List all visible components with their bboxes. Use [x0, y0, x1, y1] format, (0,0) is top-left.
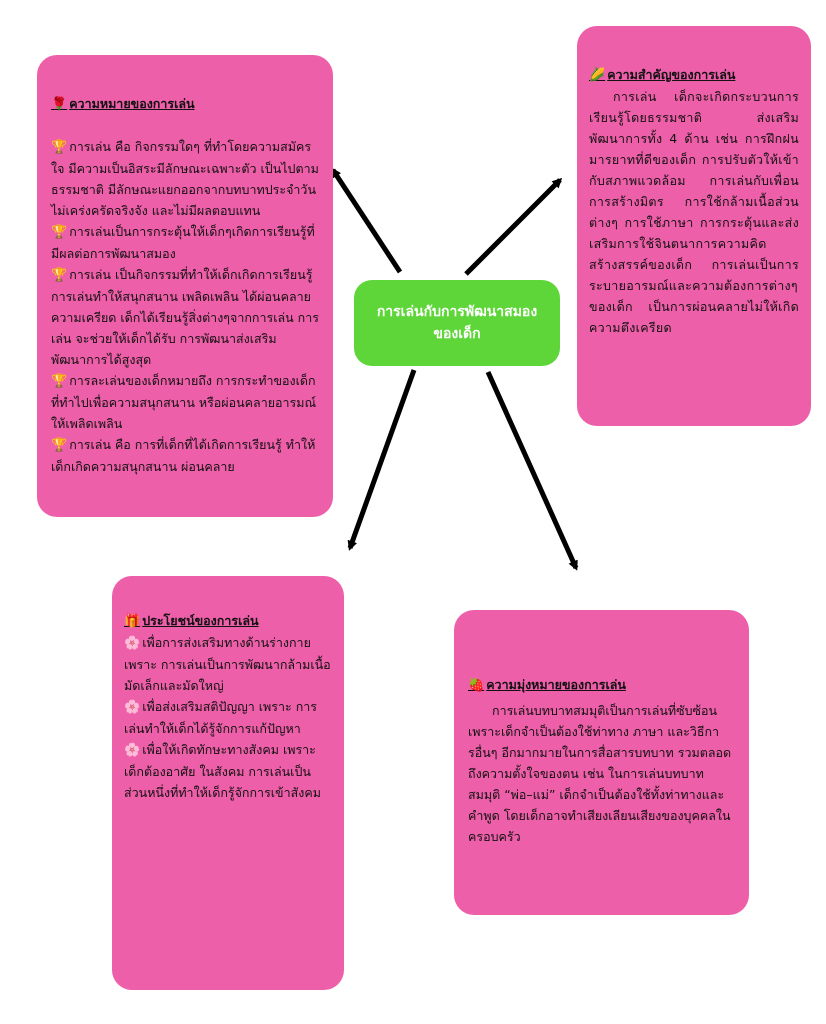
benefit-item	[124, 632, 332, 696]
purpose-card	[454, 610, 749, 915]
trophy-icon: 🏆	[51, 438, 68, 453]
meaning-item	[51, 221, 319, 264]
importance-card	[577, 26, 811, 426]
gift-icon: 🎁	[124, 614, 141, 629]
trophy-icon: 🏆	[51, 140, 68, 155]
arrow-to-meaning	[333, 170, 400, 272]
meaning-item	[51, 434, 319, 477]
meaning-item-text: การเล่นเป็นการกระตุ้นให้เด็กๆเกิดการเรียนรู้ที่มีผลต่อการพัฒนาสมอง	[51, 224, 315, 261]
rose-icon: 🌹	[51, 97, 68, 112]
trophy-icon: 🏆	[51, 268, 68, 283]
meaning-title-text: ความหมายของการเล่น	[69, 96, 195, 111]
corn-icon: 🌽	[589, 68, 606, 83]
arrow-to-importance	[466, 180, 560, 274]
benefit-title-text: ประโยชน์ของการเล่น	[142, 613, 259, 628]
purpose-title-text: ความมุ่งหมายของการเล่น	[486, 677, 626, 692]
benefit-title	[124, 610, 332, 632]
purpose-title	[468, 674, 735, 696]
trophy-icon: 🏆	[51, 374, 68, 389]
blossom-icon: 🌸	[124, 636, 141, 651]
meaning-item	[51, 264, 319, 370]
meaning-card	[37, 55, 333, 517]
arrow-to-benefit	[350, 370, 414, 548]
benefit-item	[124, 739, 332, 803]
meaning-item	[51, 136, 319, 221]
purpose-body: การเล่นบทบาทสมมุติเป็นการเล่นที่ซับซ้อน เพราะเด็กจำเป็นต้องใช้ท่าทาง ภาษา และวิธีการอื่นๆ อีกมากมายในการสื่อสารบทบาท รวมตลอดถึงความตั้งใจของตน เช่น ในการเล่นบทบาทสมมุติ “พ่อ–แม่” เด็กจำเป็นต้องใช้ทั้งท่าทางและคำพูด โดยเด็กอาจทำเสียงเลียนเสียงของบุคคลในครอบครัว	[468, 703, 732, 844]
blossom-icon: 🌸	[124, 743, 141, 758]
benefit-item-text: เพื่อให้เกิดทักษะทางสังคม เพราะ เด็กต้องอาศัย ในสังคม การเล่นเป็นส่วนหนึ่งที่ทำให้เด็กรู้จักการเข้าสังคม	[124, 742, 321, 800]
benefit-item-text: เพื่อส่งเสริมสติปัญญา เพราะ การเล่นทำให้เด็กได้รู้จักการแก้ปัญหา	[124, 699, 318, 736]
blossom-icon: 🌸	[124, 700, 141, 715]
importance-body: การเล่น เด็กจะเกิดกระบวนการเรียนรู้โดยธรรมชาติ ส่งเสริมพัฒนาการทั้ง 4 ด้าน เช่น การฝึกฝนมารยาทที่ดีของเด็ก การปรับตัวให้เข้ากับสภาพแวดล้อม การเล่นกับเพื่อน การสร้างมิตร การใช้กล้ามเนื้อส่วนต่างๆ การใช้ภาษา การกระตุ้นและส่งเสริมการใช้จินตนาการความคิดสร้างสรรค์ของเด็ก การเล่นเป็นการ ระบายอารมณ์และความต้องการต่างๆ ของเด็ก เป็นการผ่อนคลายไม่ให้เกิดความตึงเครียด	[589, 89, 799, 335]
meaning-item-text: การเล่น เป็นกิจกรรมที่ทำให้เด็กเกิดการเรียนรู้ การเล่นทำให้สนุกสนาน เพลิดเพลิน ได้ผ่อนคลายความเครียด เด็กได้เรียนรู้สิ่งต่างๆจากการเล่น การเล่น จะช่วยให้เด็กได้รับ การพัฒนาส่งเสริมพัฒนาการได้สูงสุด	[51, 267, 319, 367]
meaning-item-text: การเล่น คือ กิจกรรมใดๆ ที่ทำโดยความสมัครใจ มีความเป็นอิสระมีลักษณะเฉพาะตัว เป็นไปตามธรรมชาติ มีลักษณะแยกออกจากบทบาทประจำวันไม่เคร่งครัดจริงจัง และไม่มีผลตอบแทน	[51, 139, 319, 218]
meaning-item-text: การเล่น คือ การที่เด็กที่ได้เกิดการเรียนรู้ ทำให้เด็กเกิดความสนุกสนาน ผ่อนคลาย	[51, 437, 316, 474]
importance-title	[589, 64, 799, 86]
meaning-item-text: การละเล่นของเด็กหมายถึง การกระทำของเด็กที่ทำไปเพื่อความสนุกสนาน หรือผ่อนคลายอารมณ์ให้เพลิดเพลิน	[51, 373, 317, 431]
meaning-title	[51, 93, 319, 115]
benefit-item	[124, 696, 332, 739]
trophy-icon: 🏆	[51, 225, 68, 240]
importance-title-text: ความสำคัญของการเล่น	[607, 67, 736, 82]
benefit-item-text: เพื่อการส่งเสริมทางด้านร่างกาย เพราะ การเล่นเป็นการพัฒนากล้ามเนื้อมัดเล็กและมัดใหญ่	[124, 635, 331, 693]
arrow-to-purpose	[488, 372, 576, 568]
benefit-card	[112, 576, 344, 990]
strawberry-icon: 🍓	[468, 678, 485, 693]
meaning-item	[51, 370, 319, 434]
center-topic-node	[354, 280, 560, 366]
center-topic-text: การเล่นกับการพัฒนาสมองของเด็ก	[376, 304, 538, 342]
